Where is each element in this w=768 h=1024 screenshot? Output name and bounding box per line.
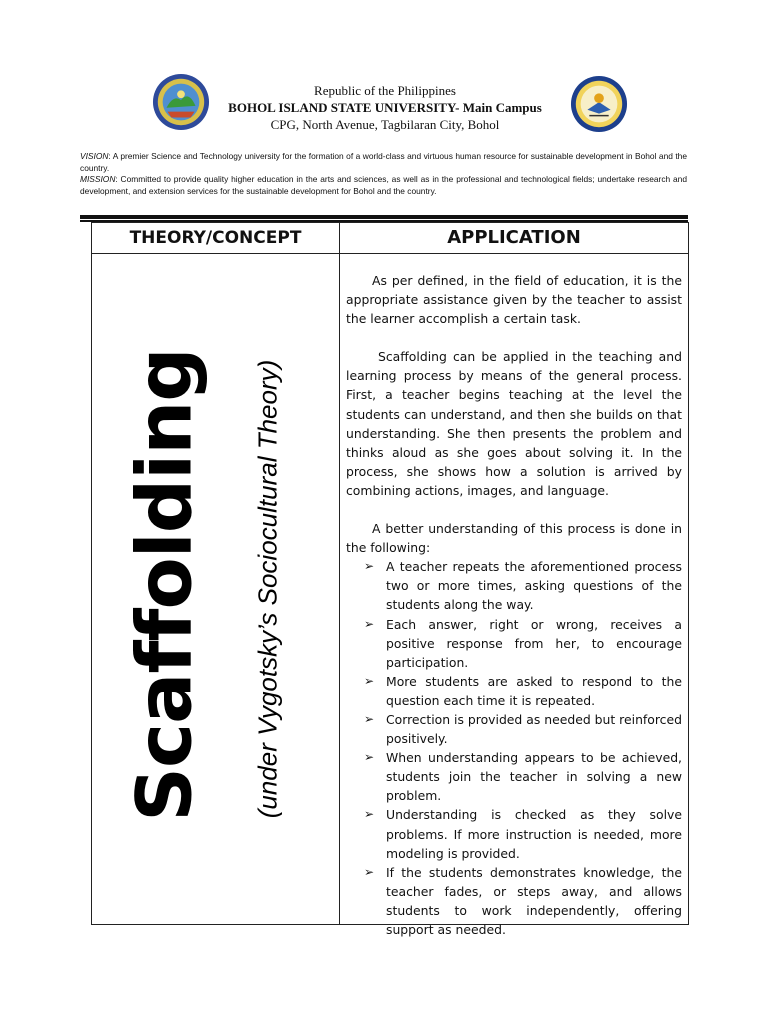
header-university-name: BOHOL ISLAND STATE UNIVERSITY- Main Campus (228, 100, 542, 115)
vision-text: : A premier Science and Technology university for the formation of a world-class and virtuous human resource for sustainable development in Bohol and the country. (80, 151, 687, 173)
theory-concept-header: THEORY/CONCEPT (129, 228, 302, 248)
mission-statement (80, 174, 687, 197)
list-item (346, 615, 682, 672)
list-item-text: When understanding appears to be achieved, students join the teacher in solving a new problem. (386, 750, 682, 804)
list-item (346, 557, 682, 614)
concept-subtitle: (under Vygotsky’s Sociocultural Theory) (252, 359, 283, 819)
list-item-text: A teacher repeats the aforementioned process two or more times, asking questions of the students along the way. (386, 559, 682, 613)
header-address: CPG, North Avenue, Tagbilaran City, Bohol (270, 117, 500, 132)
list-item (346, 805, 682, 862)
list-item-text: Understanding is checked as they solve problems. If more instruction is needed, more modeling is provided. (386, 807, 682, 861)
paragraph-definition: As per defined, in the field of education, it is the appropriate assistance given by the teacher to assist the learner accomplish a certain task. (346, 273, 682, 327)
arrow-bullet-icon: ➢ (364, 807, 375, 822)
mission-text: : Committed to provide quality higher education in the arts and sciences, as well as in the professional and technological fields; undertake research and development, and extension services for the sustainable development for Bohol and the country. (80, 174, 687, 196)
header-divider-thick (80, 215, 688, 219)
arrow-bullet-icon: ➢ (364, 711, 375, 726)
application-header: APPLICATION (447, 227, 581, 248)
list-item-text: If the students demonstrates knowledge, the teacher fades, or steps away, and allows students to work independently, offering support as needed. (386, 864, 682, 937)
vision-label: VISION (80, 151, 109, 161)
application-text (346, 271, 682, 939)
paragraph-process: Scaffolding can be applied in the teaching and learning process by means of the general process. First, a teacher begins teaching at the level the students can understand, and then she builds on that understanding. She then presents the problem and thinks aloud as she goes about solving it. In the process, she shows how a solution is arrived by combining actions, images, and language. (346, 349, 682, 498)
list-item (346, 672, 682, 710)
list-item-text: Each answer, right or wrong, receives a positive response from her, to encourage participation. (386, 616, 682, 670)
list-item (346, 748, 682, 805)
vision-statement (80, 151, 687, 174)
arrow-bullet-icon: ➢ (364, 673, 375, 688)
list-item (346, 710, 682, 748)
arrow-bullet-icon: ➢ (364, 864, 375, 879)
paragraph-intro-list: A better understanding of this process is done in the following: (346, 521, 682, 556)
concept-title: Scaffolding (119, 348, 209, 822)
list-item-text: More students are asked to respond to the question each time it is repeated. (386, 673, 682, 708)
process-bullet-list (346, 557, 682, 939)
arrow-bullet-icon: ➢ (364, 616, 375, 631)
theory-application-table (91, 222, 689, 937)
arrow-bullet-icon: ➢ (364, 559, 375, 574)
column-divider (339, 223, 340, 924)
list-item (346, 863, 682, 939)
header-republic: Republic of the Philippines (314, 83, 456, 98)
header-row-divider (92, 253, 688, 254)
mission-label: MISSION (80, 174, 116, 184)
arrow-bullet-icon: ➢ (364, 750, 375, 765)
college-seal-icon (570, 75, 628, 133)
list-item-text: Correction is provided as needed but reinforced positively. (386, 711, 682, 747)
